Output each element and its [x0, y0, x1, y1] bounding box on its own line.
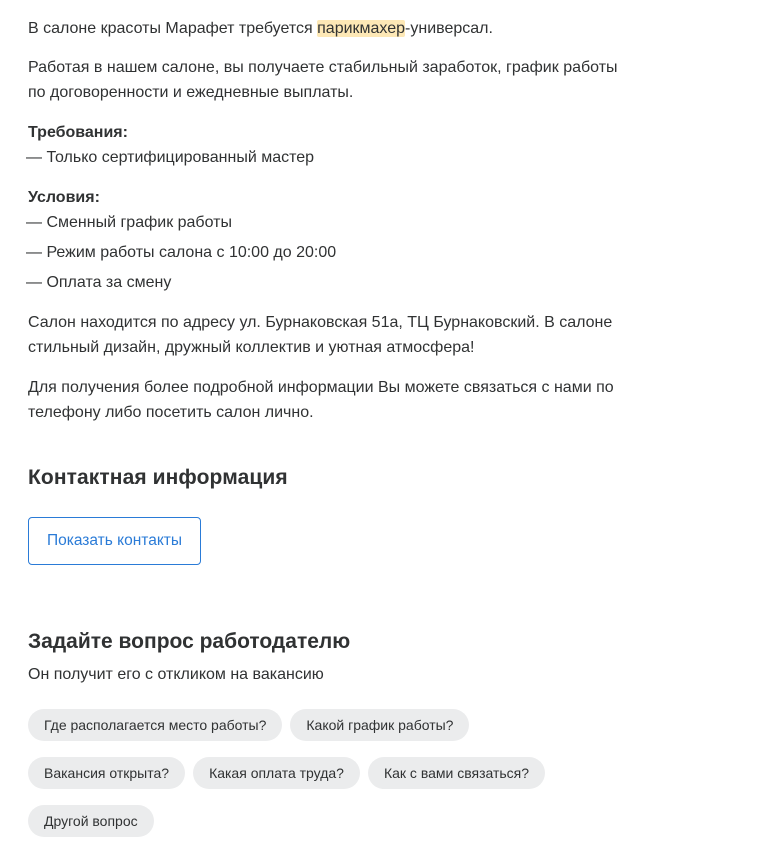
intro-text-end: -универсал.	[405, 20, 493, 37]
chip-row	[28, 757, 588, 789]
highlighted-keyword: парикмахер	[317, 20, 406, 37]
vacancy-paragraph-benefits: Работая в нашем салоне, вы получаете стабильный заработок, график работы по договоренности и ежедневные выплаты.	[28, 59, 618, 101]
chip-row	[28, 709, 588, 741]
question-chip-contact[interactable]: Как с вами связаться?	[368, 757, 545, 789]
intro-text: В салоне красоты Марафет требуется	[28, 20, 318, 37]
requirement-item: — Только сертифицированный мастер	[26, 149, 315, 166]
ask-employer-title: Задайте вопрос работодателю	[28, 630, 351, 653]
condition-item: — Режим работы салона с 10:00 до 20:00	[26, 244, 337, 261]
conditions-title: Условия:	[28, 189, 100, 206]
question-chips	[28, 709, 588, 853]
question-chip-workplace-location[interactable]: Где располагается место работы?	[28, 709, 282, 741]
show-contacts-button[interactable]: Показать контакты	[28, 517, 201, 565]
vacancy-description	[28, 16, 628, 440]
condition-item: — Сменный график работы	[26, 214, 232, 231]
ask-employer-subtitle: Он получит его с откликом на вакансию	[28, 666, 324, 683]
vacancy-paragraph-address: Салон находится по адресу ул. Бурнаковская 51а, ТЦ Бурнаковский. В салоне стильный дизайн, дружный коллектив и уютная атмосфера!	[28, 314, 613, 356]
vacancy-paragraph-contact: Для получения более подробной информации Вы можете связаться с нами по телефону либо посетить салон лично.	[28, 379, 614, 421]
requirements-list	[28, 145, 628, 170]
question-chip-schedule[interactable]: Какой график работы?	[290, 709, 469, 741]
question-chip-salary[interactable]: Какая оплата труда?	[193, 757, 360, 789]
requirements-title: Требования:	[28, 124, 128, 141]
conditions-list	[28, 210, 628, 295]
vacancy-intro	[28, 16, 628, 41]
question-chip-other[interactable]: Другой вопрос	[28, 805, 154, 837]
condition-item: — Оплата за смену	[26, 274, 172, 291]
contacts-section-title: Контактная информация	[28, 466, 288, 489]
question-chip-vacancy-open[interactable]: Вакансия открыта?	[28, 757, 185, 789]
chip-row	[28, 805, 588, 837]
